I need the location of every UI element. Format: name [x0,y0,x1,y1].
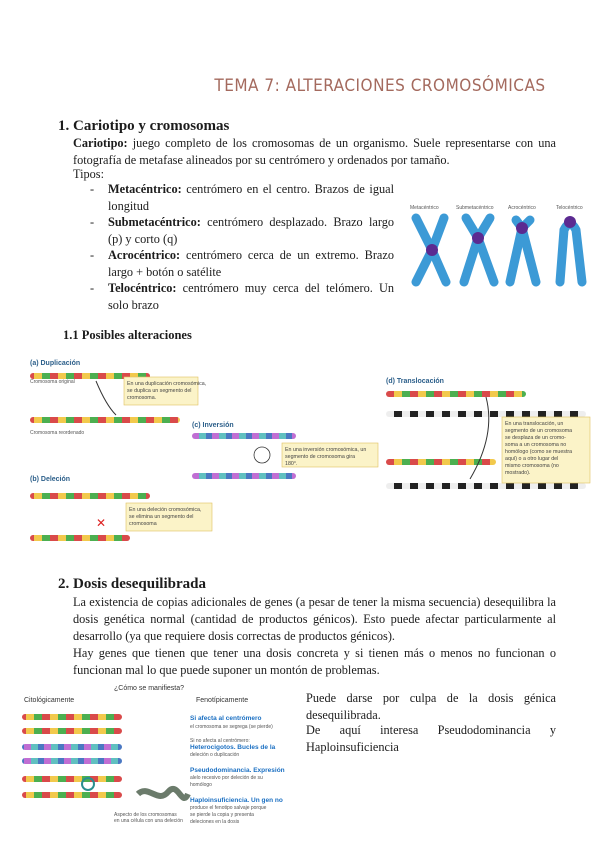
chromosome-bar [22,758,122,764]
dosage-question: ¿Cómo se manifiesta? [114,685,185,692]
section-2-heading: 2. Dosis desequilibrada [58,576,206,592]
dosage-figure [18,684,296,832]
list-item [90,214,394,247]
list-item [90,280,394,313]
chromosome-bar [22,744,122,750]
cariotipo-term: Cariotipo: [73,136,128,150]
arrow-icon [470,397,489,479]
chromosome-bar [22,714,122,720]
rearranged-chromosome [30,417,180,423]
type-term: Telocéntrico: [108,281,177,295]
tipos-label: Tipos: [73,167,104,181]
translocation-note-line: se desplaza de un cromo- [505,435,566,441]
submetacentric-chromosome [464,218,494,282]
dosage-item: Pseudodominancia. Expresión [190,767,285,774]
centromere-icon [564,216,576,228]
dosage-item: se pierde la copia y presenta [190,812,254,818]
duplication-note-line: cromosoma. [127,395,157,401]
dosage-item: Si no afecta al centrómero: [190,738,250,744]
inversion-note-line: En una inversión cromosómica, un [285,447,367,453]
chromosome-micrograph [138,789,188,798]
figure-caption: Aspecto de los cromosomas [114,812,177,818]
chromosome-bar [22,728,122,734]
dosis-side-paragraph-2: De aquí interesa Pseudodominancia y Haploinsuficiencia [306,723,556,754]
delete-x-icon: ✕ [96,516,107,530]
type-text: centrómero en el centro. Brazos de igual longitud [108,182,394,213]
dosage-item: Heterocigotos. Bucles de la [190,744,276,751]
inversion-note-line: segmento de cromosoma gira [285,454,356,460]
cariotipo-definition: juego completo de los cromosomas de un organismo. Suele representarse con una fotografía de metafase alineados por su centrómero y ordenados por tamaño. [73,136,556,167]
dosage-item: el cromosoma se segrega (se pierde) [190,724,273,730]
duplication-title: (a) Duplicación [30,360,81,367]
type-text: centrómero cerca de un extremo. Brazo largo + botón o satélite [108,248,394,279]
phenotypic-title: Fenotípicamente [196,697,249,704]
inversion-chromosome-before [192,433,296,439]
inversion-chromosome-after [192,473,296,479]
centromere-icon [516,222,528,234]
figure-caption: en una célula con una deleción [114,818,183,824]
dosage-item: Si afecta al centrómero [190,715,262,722]
duplication-note-line: se duplica un segmento del [127,388,192,394]
dosage-item: homólogo [190,782,212,788]
type-term: Submetacéntrico: [108,215,201,229]
translocation-note-line: En una translocación, un [505,421,564,427]
translocation-title: (d) Translocación [386,378,444,385]
dosis-paragraph-1: La existencia de copias adicionales de genes (a pesar de tener la misma secuencia) desequilibra la dosis genética normal (cantidad de productos génicos). Esto puede afectar particularmente al desarrollo (ya que requiere dosis correctas de productos génicos). [73,595,556,643]
dosage-item: deleciones en la dosis [190,819,240,825]
chromosome-types-list [90,181,394,313]
type-text: centrómero desplazado. Brazo largo (p) y corto (q) [108,215,394,246]
translocation-chromosome-1 [386,391,526,397]
deletion-chromosome-after [30,535,130,541]
arrow-icon [96,381,116,415]
chromosome-bar [22,776,122,782]
list-item [90,181,394,214]
chromosome-types-figure [404,200,594,292]
label-telocentrico: Telocéntrico [556,205,583,211]
type-text: centrómero muy cerca del telómero. Un solo brazo [108,281,394,312]
translocation-note-line: mostrado). [505,470,531,476]
centromere-icon [426,244,438,256]
cariotipo-paragraph [73,135,556,169]
duplication-note-line: En una duplicación cromosómica, [127,381,207,387]
page-title: TEMA 7: ALTERACIONES CROMOSÓMICAS [214,76,546,96]
inversion-note-line: 180°. [285,461,298,467]
section-1-heading: 1. Cariotipo y cromosomas [58,118,230,134]
original-chromosome-label: Cromosoma original [30,379,75,385]
deletion-note-line: se elimina un segmento del [129,514,194,520]
cytological-title: Citológicamente [24,697,75,704]
deletion-title: (b) Deleción [30,476,71,483]
translocation-note-line: segmento de un cromosoma [505,428,573,434]
deletion-note-line: En una deleción cromosómica, [129,507,202,513]
centromere-icon [472,232,484,244]
dosis-side-paragraph-1: Puede darse por culpa de la dosis génica desequilibrada. [306,691,556,722]
type-term: Metacéntrico: [108,182,182,196]
dosage-item: Haploinsuficiencia. Un gen no [190,797,283,804]
translocation-note-line: mismo cromosoma (no [505,463,559,469]
telocentric-chromosome [560,224,582,282]
rearranged-chromosome-label: Cromosoma reordenado [30,430,85,436]
chromosome-bar [22,792,122,798]
dosage-item: alelo recesivo por deleción de su [190,775,263,781]
dosage-item: deleción o duplicación [190,752,240,758]
translocation-note-line: soma a un cromosoma no [505,442,567,448]
alterations-figure [26,355,592,555]
type-term: Acrocéntrico: [108,248,181,262]
list-item [90,247,394,280]
label-acrocentrico: Acrocéntrico [508,205,536,211]
label-submetacentrico: Submetacéntrico [456,205,494,211]
deletion-chromosome-before [30,493,150,499]
rotate-icon [254,447,270,463]
translocation-chromosome-2 [386,411,586,417]
translocation-note-line: homólogo (como se muestra [505,449,573,455]
deletion-note-line: cromosoma [129,521,157,527]
translocation-chromosome-2-after [386,483,586,489]
subsection-1-1-heading: 1.1 Posibles alteraciones [63,328,192,342]
dosage-item: produce el fenotipo salvaje porque [190,805,267,811]
dosis-paragraph-2: Hay genes que tienen que tener una dosis concreta y si tienen más o menos no funcionan o funcionan mal lo que puede suponer un montón de problemas. [73,646,556,677]
label-metacentrico: Metacéntrico [410,205,439,211]
inversion-title: (c) Inversión [192,422,234,429]
translocation-note-line: aquí) o a otro lugar del [505,456,559,462]
